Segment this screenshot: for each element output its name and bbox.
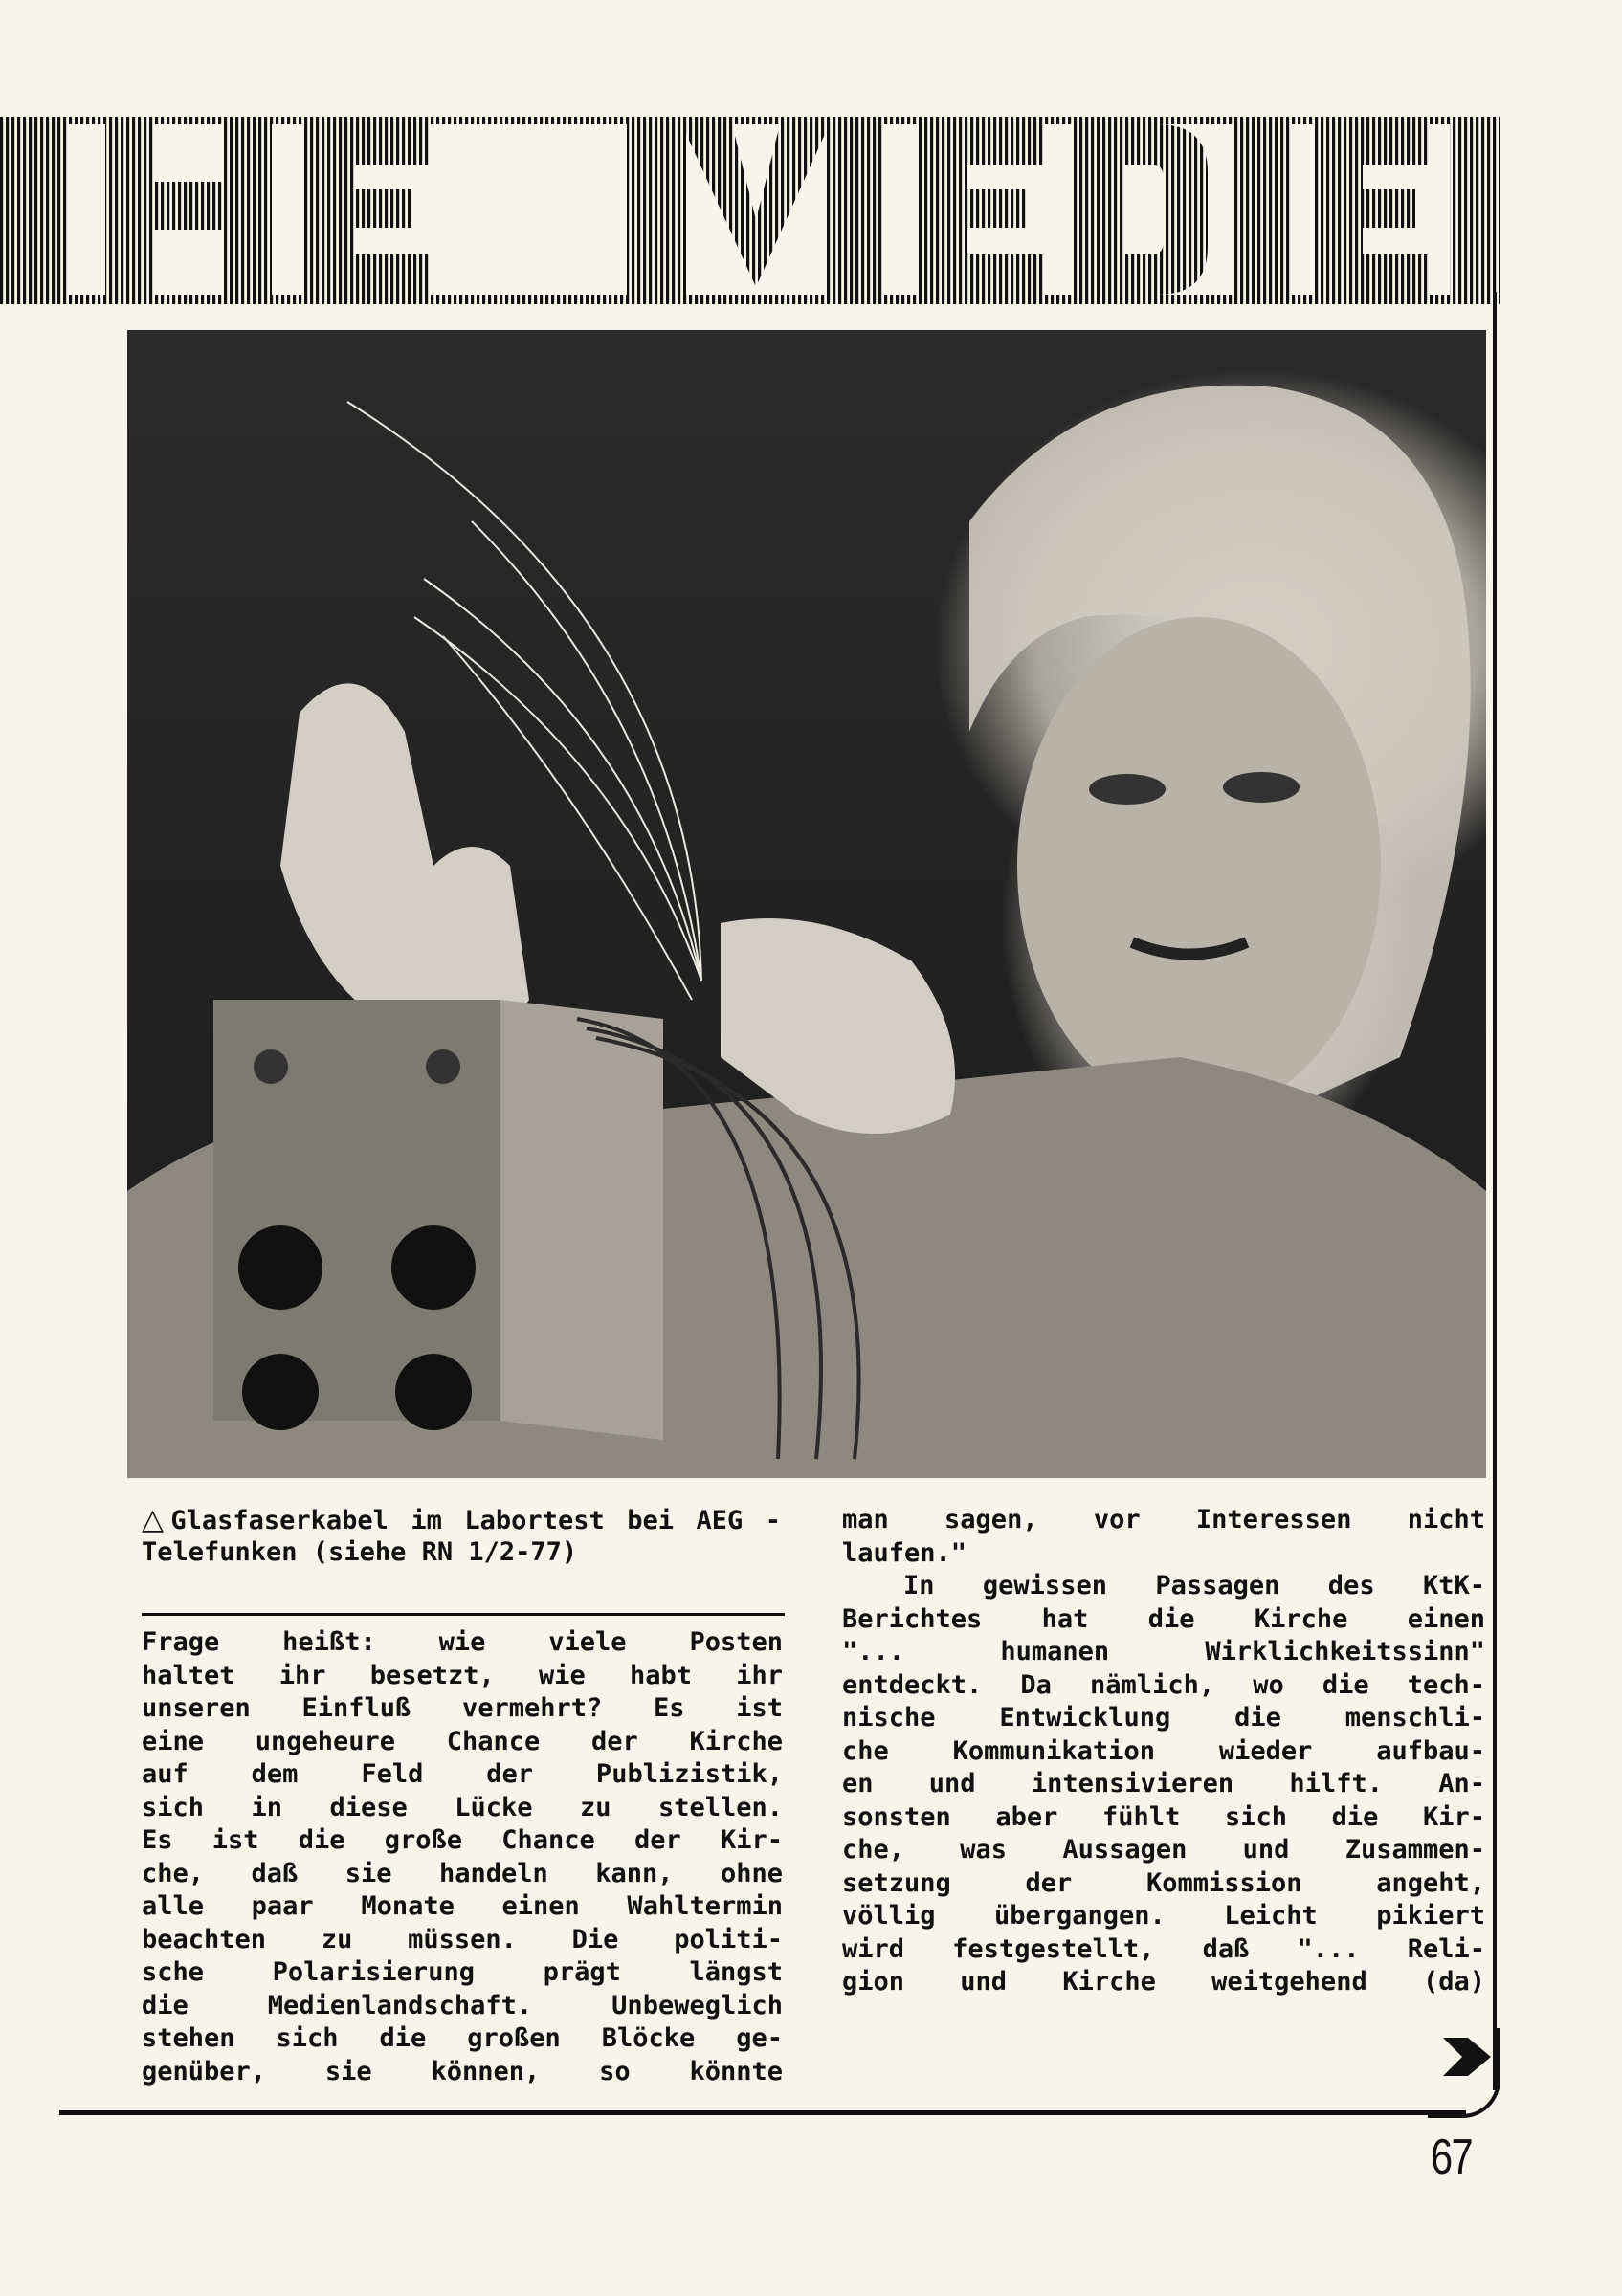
text-line: Es ist die große Chance der Kir- (142, 1825, 783, 1855)
text-line: beachten zu müssen. Die politi- (142, 1924, 783, 1954)
text-line: sche Polarisierung prägt längst (142, 1957, 783, 1987)
text-line: sonsten aber fühlt sich die Kir- (842, 1801, 1485, 1832)
text-line: Berichtes hat die Kirche einen (842, 1603, 1485, 1634)
text-line: wird festgestellt, daß "... Reli- (842, 1933, 1485, 1964)
text-line: In gewissen Passagen des KtK- (903, 1571, 1485, 1601)
page-number: 67 (1431, 2130, 1473, 2185)
continue-arrow-icon (1443, 2034, 1495, 2080)
text-line: die Medienlandschaft. Unbeweglich (142, 1990, 783, 2020)
text-line: Frage heißt: wie viele Posten (142, 1627, 783, 1657)
text-line: stehen sich die großen Blöcke ge- (142, 2023, 783, 2053)
text-line: alle paar Monate einen Wahltermin (142, 1891, 783, 1921)
text-line: auf dem Feld der Publizistik, (142, 1759, 783, 1789)
caption-text: Glasfaserkabel im Labortest bei AEG - Telefunken (siehe RN 1/2-77) (142, 1506, 782, 1567)
text-line: che, was Aussagen und Zusammen- (842, 1835, 1485, 1865)
text-line: en und intensivieren hilft. An- (842, 1769, 1485, 1799)
headline-graphic (0, 0, 1622, 316)
text-line: che Kommunikation wieder aufbau- (842, 1735, 1485, 1766)
text-line: entdeckt. Da nämlich, wo die tech- (842, 1669, 1485, 1700)
text-line: nische Entwicklung die menschli- (842, 1703, 1485, 1733)
photo-fiber-optic (127, 330, 1486, 1478)
frame-line-right (1493, 292, 1497, 2090)
text-line: man sagen, vor Interessen nicht (842, 1505, 1485, 1534)
text-line: haltet ihr besetzt, wie habt ihr (142, 1660, 783, 1690)
triangle-icon: △ (142, 1503, 171, 1536)
text-line: che, daß sie handeln kann, ohne (142, 1858, 783, 1888)
text-column-right (842, 1504, 1485, 1999)
text-line: laufen." (842, 1537, 967, 1568)
text-line: setzung der Kommission angeht, (842, 1867, 1485, 1898)
text-line: genüber, sie können, so könnte (142, 2056, 783, 2086)
text-line: völlig übergangen. Leicht pikiert (842, 1901, 1485, 1931)
text-line: sich in diese Lücke zu stellen. (142, 1792, 783, 1822)
text-column-left (142, 1626, 783, 2088)
text-line: unseren Einfluß vermehrt? Es ist (142, 1693, 783, 1723)
text-line: "... humanen Wirklichkeitssinn" (842, 1637, 1485, 1667)
photo-caption (142, 1504, 781, 1568)
frame-line-bottom (59, 2110, 1466, 2115)
text-line: gion und Kirche weitgehend (da) (842, 1967, 1485, 1997)
photo-content (127, 330, 1486, 1478)
caption-divider (142, 1613, 785, 1616)
text-line: eine ungeheure Chance der Kirche (142, 1726, 783, 1756)
